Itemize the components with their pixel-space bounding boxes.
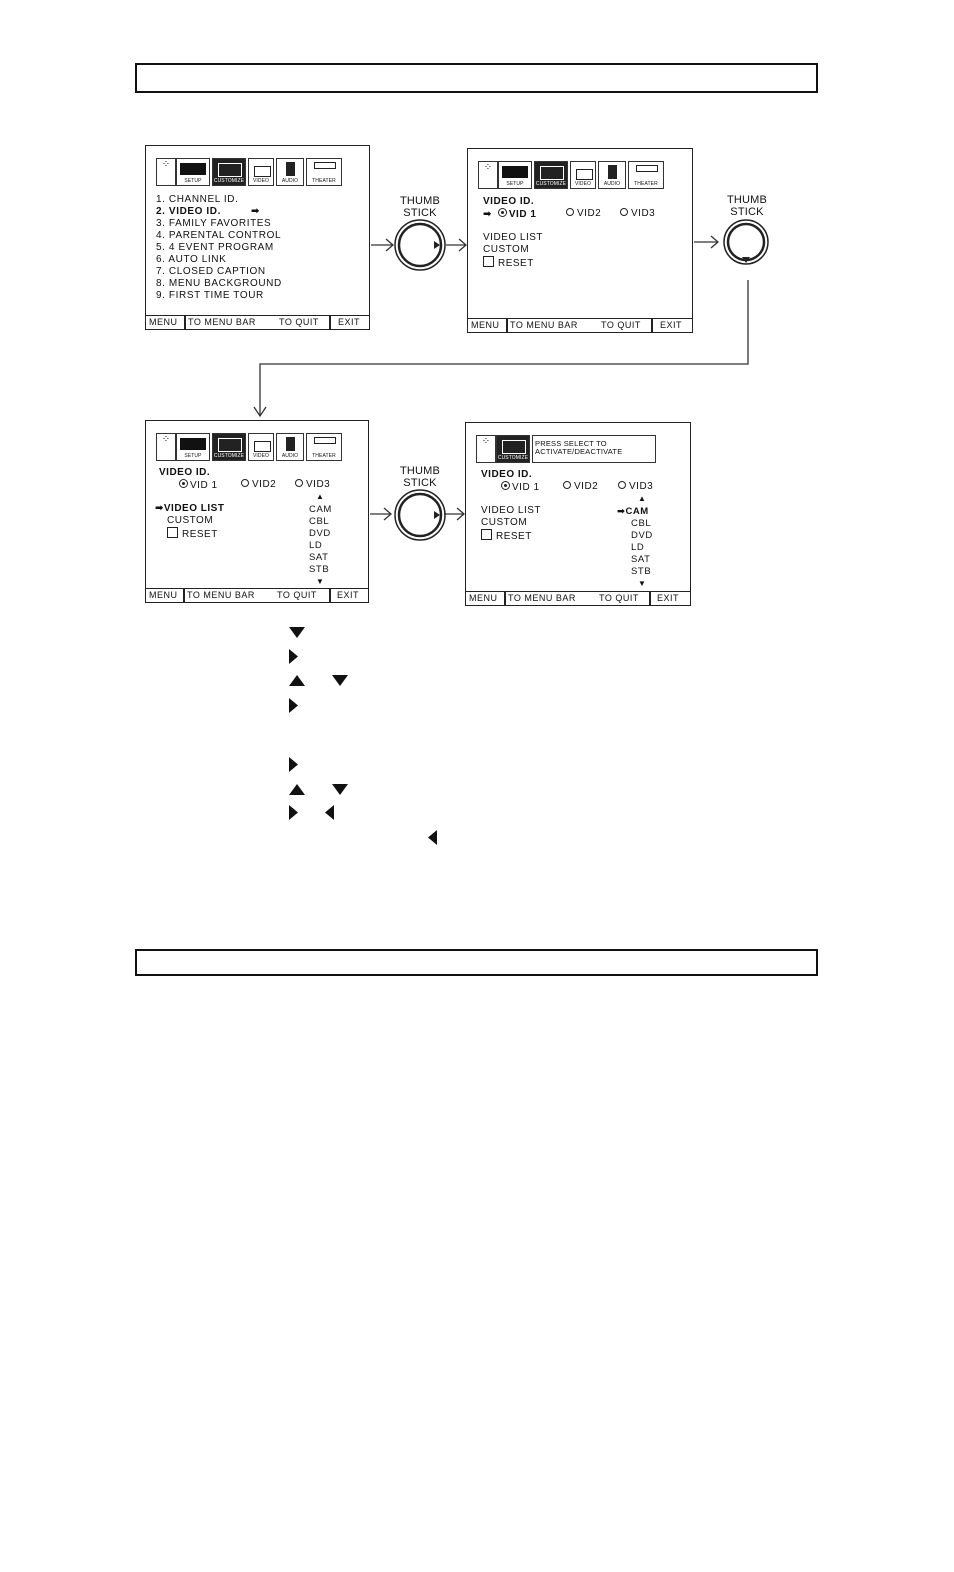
menu-icon-bar	[156, 156, 344, 186]
reset-item[interactable]: RESET	[481, 529, 532, 543]
bottom-menu: MENU	[469, 593, 498, 603]
dpad-icon: ⁘	[476, 435, 496, 463]
bottom-to-menu-bar: TO MENU BAR	[510, 320, 578, 330]
list-item[interactable]: LD	[631, 542, 645, 553]
tab-audio[interactable]: AUDIO	[598, 161, 626, 189]
tab-setup[interactable]: SETUP	[498, 161, 532, 189]
tab-audio[interactable]: AUDIO	[276, 433, 304, 461]
menu-screen-video-id	[467, 148, 693, 333]
thumb-stick-label-2: THUMB STICK	[726, 194, 768, 218]
customize-menu-list	[156, 194, 282, 302]
vid3-option[interactable]: VID3	[620, 208, 655, 220]
direction-arrows	[289, 627, 437, 845]
selection-arrow-icon: ➡	[483, 209, 492, 220]
tab-video[interactable]: VIDEO	[570, 161, 596, 189]
selection-arrow-icon: ➡	[617, 506, 626, 517]
list-item[interactable]: DVD	[309, 528, 331, 539]
vid2-option[interactable]: VID2	[563, 481, 598, 493]
video-list-item[interactable]: VIDEO LIST	[483, 232, 544, 243]
bottom-bar	[468, 318, 692, 332]
bottom-to-quit: TO QUIT	[601, 320, 641, 330]
vid1-option[interactable]: VID 1	[179, 479, 218, 492]
vid1-option[interactable]: ➡ VID 1	[483, 209, 537, 220]
reset-checkbox[interactable]	[483, 256, 494, 267]
menu-icon-bar	[156, 431, 344, 461]
tab-customize[interactable]: CUSTOMIZE	[496, 435, 530, 463]
list-item[interactable]: CBL	[631, 518, 652, 529]
vid1-option[interactable]: VID 1	[501, 481, 540, 494]
bottom-exit: EXIT	[338, 317, 361, 327]
reset-checkbox[interactable]	[481, 529, 492, 540]
menu-icon-bar	[476, 433, 658, 463]
list-item[interactable]: LD	[309, 540, 323, 551]
bottom-exit: EXIT	[657, 593, 680, 603]
list-item[interactable]: CBL	[309, 516, 330, 527]
selection-arrow-icon: ➡	[155, 503, 164, 514]
bottom-to-menu-bar: TO MENU BAR	[188, 317, 256, 327]
selection-arrow-icon: ➡	[251, 206, 260, 217]
vid2-option[interactable]: VID2	[566, 208, 601, 220]
menu-item-selected[interactable]: 2. VIDEO ID. ➡	[156, 206, 260, 217]
bottom-to-quit: TO QUIT	[279, 317, 319, 327]
dpad-icon: ⁘	[156, 433, 176, 461]
tab-theater[interactable]: THEATER	[306, 433, 342, 461]
bottom-menu: MENU	[149, 317, 178, 327]
menu-icon-bar	[478, 159, 666, 189]
menu-item[interactable]: 1. CHANNEL ID.	[156, 194, 239, 205]
vid3-option[interactable]: VID3	[618, 481, 653, 493]
tab-customize[interactable]: CUSTOMIZE	[212, 158, 246, 186]
menu-screen-source-select	[465, 422, 691, 606]
tab-theater[interactable]: THEATER	[306, 158, 342, 186]
tab-setup[interactable]: SETUP	[176, 433, 210, 461]
custom-item[interactable]: CUSTOM	[167, 515, 214, 526]
vid3-option[interactable]: VID3	[295, 479, 330, 491]
reset-checkbox[interactable]	[167, 527, 178, 538]
video-id-heading: VIDEO ID.	[159, 467, 211, 478]
menu-screen-video-list	[145, 420, 369, 603]
bottom-to-menu-bar: TO MENU BAR	[187, 590, 255, 600]
list-item[interactable]: CAM	[309, 504, 332, 515]
tab-customize[interactable]: CUSTOMIZE	[534, 161, 568, 189]
thumb-stick-label-1: THUMB STICK	[399, 195, 441, 219]
bottom-to-menu-bar: TO MENU BAR	[508, 593, 576, 603]
reset-item[interactable]: RESET	[483, 256, 534, 270]
custom-item[interactable]: CUSTOM	[481, 517, 528, 528]
menu-screen-customize	[145, 145, 370, 330]
list-item[interactable]: DVD	[631, 530, 653, 541]
list-item[interactable]: SAT	[309, 552, 329, 563]
bottom-exit: EXIT	[337, 590, 360, 600]
menu-item[interactable]: 4. PARENTAL CONTROL	[156, 230, 282, 241]
reset-item[interactable]: RESET	[167, 527, 218, 541]
video-list-item[interactable]: VIDEO LIST	[481, 505, 542, 516]
video-id-heading: VIDEO ID.	[483, 196, 535, 207]
dpad-icon: ⁘	[156, 158, 176, 186]
bottom-to-quit: TO QUIT	[599, 593, 639, 603]
bottom-bar	[146, 315, 369, 329]
bottom-bar	[146, 588, 368, 602]
list-item[interactable]: SAT	[631, 554, 651, 565]
bottom-exit: EXIT	[660, 320, 683, 330]
hint-box: PRESS SELECT TO ACTIVATE/DEACTIVATE	[532, 435, 656, 463]
menu-item[interactable]: 5. 4 EVENT PROGRAM	[156, 242, 274, 253]
scroll-down-icon[interactable]: ▼	[316, 577, 325, 586]
scroll-down-icon[interactable]: ▼	[638, 579, 647, 588]
menu-item[interactable]: 7. CLOSED CAPTION	[156, 266, 266, 277]
bottom-menu: MENU	[471, 320, 500, 330]
tab-theater[interactable]: THEATER	[628, 161, 664, 189]
bottom-menu: MENU	[149, 590, 178, 600]
tab-video[interactable]: VIDEO	[248, 158, 274, 186]
scroll-up-icon[interactable]: ▲	[638, 494, 647, 503]
tab-setup[interactable]: SETUP	[176, 158, 210, 186]
menu-item[interactable]: 6. AUTO LINK	[156, 254, 227, 265]
tab-audio[interactable]: AUDIO	[276, 158, 304, 186]
source-list	[631, 518, 653, 578]
list-item[interactable]: STB	[631, 566, 652, 577]
bottom-bar	[466, 591, 690, 605]
tab-video[interactable]: VIDEO	[248, 433, 274, 461]
list-item[interactable]: STB	[309, 564, 330, 575]
menu-item[interactable]: 8. MENU BACKGROUND	[156, 278, 282, 289]
scroll-up-icon[interactable]: ▲	[316, 492, 325, 501]
source-list	[309, 504, 332, 576]
dpad-icon: ⁘	[478, 161, 498, 189]
custom-item[interactable]: CUSTOM	[483, 244, 530, 255]
menu-item[interactable]: 9. FIRST TIME TOUR	[156, 290, 264, 301]
tab-customize[interactable]: CUSTOMIZE	[212, 433, 246, 461]
source-item-selected[interactable]: ➡CAM	[617, 506, 649, 517]
video-list-item-selected[interactable]: ➡VIDEO LIST	[155, 503, 225, 514]
thumb-stick-label-3: THUMB STICK	[399, 465, 441, 489]
menu-item[interactable]: 3. FAMILY FAVORITES	[156, 218, 272, 229]
bottom-to-quit: TO QUIT	[277, 590, 317, 600]
video-id-heading: VIDEO ID.	[481, 469, 533, 480]
vid2-option[interactable]: VID2	[241, 479, 276, 491]
